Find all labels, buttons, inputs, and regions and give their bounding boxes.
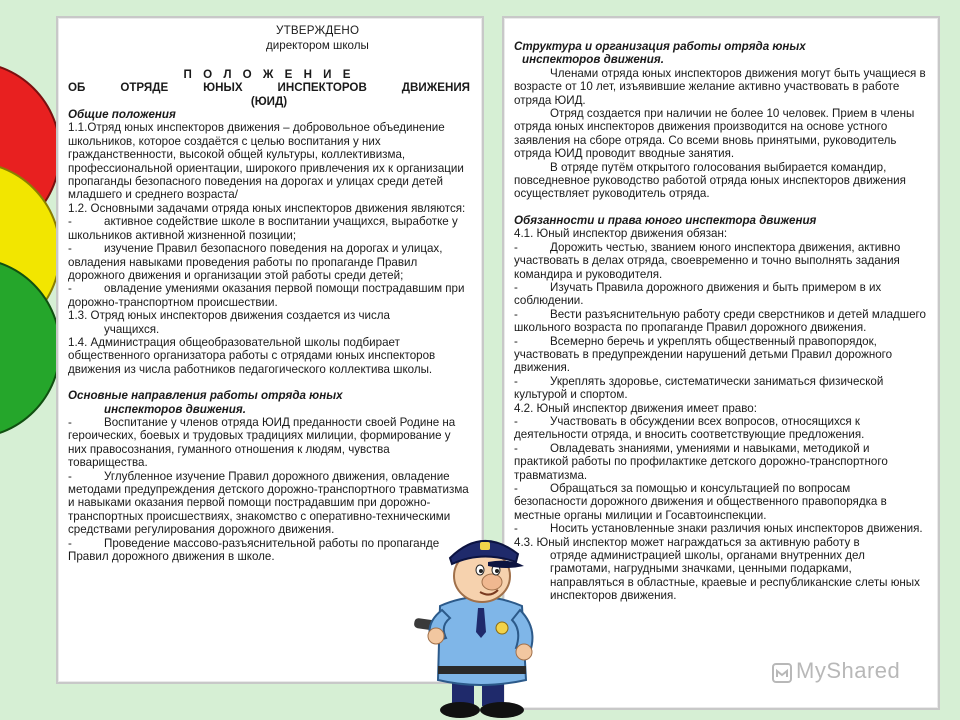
direction-item: - Углубленное изучение Правил дорожного движения, овладение методами предупреждения детского дорожно-транспортного травматизма и навыками оказания первой помощи пострадавшим при дорожно-транспортных происшествиях, знакомство с оперативно-техническими средствами регулирования дорожного движения. — [68, 469, 469, 537]
direction-item: - Проведение массово-разъяснительной работы по пропаганде Правил дорожного движения в школе. — [68, 536, 440, 564]
right-page-content — [514, 40, 926, 603]
approved-label: УТВЕРЖДЕНО — [276, 24, 360, 37]
paragraph-4-3-cont: отряде администрацией школы, органами внутренних дел грамотами, нагрудными значками, ценными подарками, направляться в областные, краевые и республиканские слеты юных инспекторов движения. — [550, 549, 920, 603]
paragraph-1-2: 1.2. Основными задачами отряда юных инспекторов движения являются: — [68, 201, 466, 215]
section-directions-heading: Основные направления работы отряда юных — [68, 389, 343, 403]
traffic-light-graphic — [0, 0, 58, 720]
duty-item: - Укреплять здоровье, систематически заниматься физической культурой и спортом. — [514, 374, 884, 402]
section-structure-heading: Структура и организация работы отряда юных — [514, 40, 806, 53]
document-subtitle: ОБ ОТРЯДЕ ЮНЫХ ИНСПЕКТОРОВ ДВИЖЕНИЯ — [68, 81, 470, 95]
paragraph-4-3: 4.3. Юный инспектор может награждаться за активную работу в — [514, 535, 860, 549]
right-item: - Обращаться за помощью и консультацией по вопросам безопасности дорожного движения и общественного правопорядка в местные органы милиции и Госавтоинспекции. — [514, 482, 887, 522]
paragraph-1-4: 1.4. Администрация общеобразовательной школы подбирает общественного организатора работы с отрядами юных инспекторов движения из числа работников педагогического коллектива школы. — [68, 335, 436, 376]
right-item: - Участвовать в обсуждении всех вопросов, относящихся к деятельности отряда, и вносить соответствующие предложения. — [514, 414, 865, 442]
watermark-logo-icon — [772, 663, 792, 683]
paragraph-1-1: 1.1.Отряд юных инспекторов движения – добровольное объединение школьников, которое создаётся с целью воспитания у них гражданственности, высокой общей культуры, коллективизма, профессиональной ориентации, широкого привлечения их к организации пропаганды безопасного поведения на дорогах и улицах среди детей младшего и среднего возраста/ — [68, 121, 464, 202]
task-item: - активное содействие школе в воспитании учащихся, выработке у школьников активной жизненной позиции; — [68, 215, 458, 242]
right-item: - Овладевать знаниями, умениями и навыками, методикой и практикой работы по профилактике детского дорожно-транспортного травматизма. — [514, 441, 888, 482]
section-general-heading: Общие положения — [68, 108, 176, 122]
paragraph-1-3-cont: учащихся. — [104, 322, 160, 336]
section-directions-heading-cont: инспекторов движения. — [104, 402, 246, 416]
duty-item: - Дорожить честью, званием юного инспектора движения, активно участвовать в делах отряда, своевременно и точно выполнять задания командира и руководителя. — [514, 240, 901, 281]
document-subtitle-abbr: (ЮИД) — [250, 94, 288, 108]
task-item: - изучение Правил безопасного поведения на дорогах и улицах, овладения навыками проведения работы по пропаганде Правил дорожного движения и организации этой работы среди детей; — [68, 242, 443, 282]
approved-by-label: директором школы — [266, 39, 369, 53]
duty-item: - Изучать Правила дорожного движения и быть примером в их соблюдении. — [514, 280, 882, 308]
paragraph-4-1: 4.1. Юный инспектор движения обязан: — [514, 227, 728, 241]
policeman-illustration — [410, 524, 550, 720]
task-item: - овладение умениями оказания первой помощи пострадавшим при дорожно-транспортном происшествии. — [68, 282, 465, 309]
right-item: - Носить установленные знаки различия юных инспекторов движения. — [514, 522, 923, 536]
structure-paragraph: В отряде путём открытого голосования выбирается командир, повседневное руководство работой отряда юных инспекторов движения осуществляет руководитель отряда. — [514, 160, 906, 201]
document-title: П О Л О Ж Е Н И Е — [183, 67, 355, 81]
structure-paragraph: Отряд создается при наличии не более 10 человек. Прием в члены отряда юных инспекторов движения производится на основе устного заявления на сборе отряда. Со всеми вновь принятыми, руководитель отряда ЮИД проводит вводные занятия. — [514, 107, 915, 161]
watermark-text: MyShared — [796, 658, 901, 683]
section-structure-heading-cont: инспекторов движения. — [522, 53, 664, 67]
duty-item: - Всемерно беречь и укреплять общественный правопорядок, участвовать в предупреждении нарушений детьми Правил дорожного движения. — [514, 334, 893, 375]
structure-paragraph: Членами отряда юных инспекторов движения могут быть учащиеся в возрасте от 10 лет, изъявившие желание активно участвовать в работе отряда ЮИД. — [514, 66, 926, 107]
duty-item: - Вести разъяснительную работу среди сверстников и детей младшего школьного возраста по пропаганде Правил дорожного движения. — [514, 307, 926, 335]
section-duties-heading: Обязанности и права юного инспектора движения — [514, 213, 817, 227]
direction-item: - Воспитание у членов отряда ЮИД преданности своей Родине на героических, боевых и трудовых традициях милиции, формирование у них правосознания, гуманного отношения к людям, чувства товарищества. — [68, 415, 456, 470]
paragraph-4-2: 4.2. Юный инспектор движения имеет право: — [514, 401, 757, 415]
paragraph-1-3: 1.3. Отряд юных инспекторов движения создается из числа — [68, 309, 391, 323]
right-document-page — [502, 16, 940, 710]
left-page-content — [68, 24, 470, 563]
